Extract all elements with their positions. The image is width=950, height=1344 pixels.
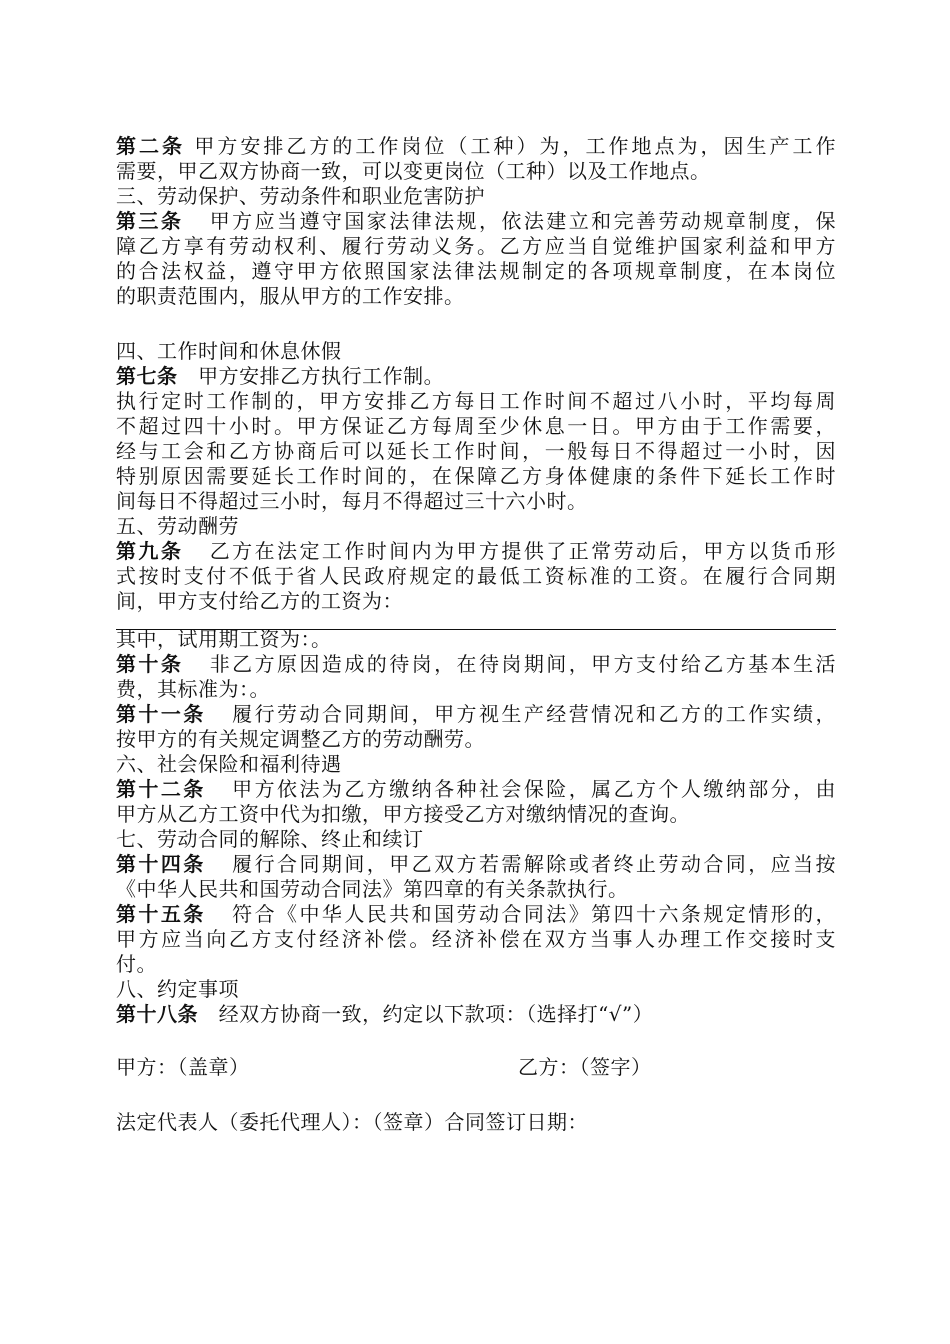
article-12-line-2: 甲方从乙方工资中代为扣缴，甲方接受乙方对缴纳情况的查询。 <box>116 802 690 826</box>
article-18-heading: 第十八条 <box>116 1002 198 1026</box>
article-3-line-3: 的合法权益，遵守甲方依照国家法律法规制定的各项规章制度，在本岗位 <box>116 259 836 283</box>
article-15-line-1: 第十五条 符合《中华人民共和国劳动合同法》第四十六条规定情形的， <box>116 902 837 926</box>
article-10-heading: 第十条 <box>116 652 184 676</box>
section-3-title: 三、劳动保护、劳动条件和职业危害防护 <box>116 184 485 208</box>
article-3-line-2: 障乙方享有劳动权利、履行劳动义务。乙方应当自觉维护国家利益和甲方 <box>116 234 836 258</box>
spacer <box>116 1080 836 1110</box>
article-14-heading: 第十四条 <box>116 852 206 876</box>
article-7-heading: 第七条 <box>116 364 178 388</box>
spacer <box>116 1027 836 1055</box>
party-b-sign: 乙方：（签字） <box>518 1055 652 1079</box>
underline-rule <box>116 629 836 630</box>
article-7-line-3: 不超过四十小时。甲方保证乙方每周至少休息一日。甲方由于工作需要， <box>116 414 836 438</box>
article-15-heading: 第十五条 <box>116 902 206 926</box>
article-7-line-6: 间每日不得超过三小时，每月不得超过三十六小时。 <box>116 489 588 513</box>
article-7-line-5: 特别原因需要延长工作时间的，在保障乙方身体健康的条件下延长工作时 <box>116 464 836 488</box>
article-11-line-1: 第十一条 履行劳动合同期间，甲方视生产经营情况和乙方的工作实绩， <box>116 702 837 726</box>
article-7-line-2: 执行定时工作制的，甲方安排乙方每日工作时间不超过八小时，平均每周 <box>116 389 836 413</box>
section-4-title: 四、工作时间和休息休假 <box>116 339 342 363</box>
legal-representative-line: 法定代表人（委托代理人）：（签章）合同签订日期： <box>116 1110 588 1134</box>
article-11-heading: 第十一条 <box>116 702 206 726</box>
section-7-title: 七、劳动合同的解除、终止和续订 <box>116 827 424 851</box>
article-3-heading: 第三条 <box>116 209 184 233</box>
article-15-line-3: 付。 <box>116 952 157 976</box>
article-18-line-1: 第十八条 经双方协商一致，约定以下款项：（选择打“√”） <box>116 1002 654 1026</box>
article-12-heading: 第十二条 <box>116 777 206 801</box>
article-9-heading: 第九条 <box>116 539 184 563</box>
article-2-line-2: 需要，甲乙双方协商一致，可以变更岗位（工种）以及工作地点。 <box>116 159 711 183</box>
section-8-title: 八、约定事项 <box>116 977 239 1001</box>
article-7-line-4: 经与工会和乙方协商后可以延长工作时间，一般每日不得超过一小时，因 <box>116 439 836 463</box>
article-14-line-2: 《中华人民共和国劳动合同法》第四章的有关条款执行。 <box>116 877 629 901</box>
article-2-heading: 第二条 <box>116 134 186 158</box>
article-3-line-4: 的职责范围内，服从甲方的工作安排。 <box>116 284 465 308</box>
article-2-line-1: 第二条 甲方安排乙方的工作岗位（工种）为，工作地点为，因生产工作 <box>116 134 837 158</box>
article-11-line-2: 按甲方的有关规定调整乙方的劳动酬劳。 <box>116 727 485 751</box>
article-10-line-2: 费，其标准为：。 <box>116 677 270 701</box>
article-9-line-1: 第九条 乙方在法定工作时间内为甲方提供了正常劳动后，甲方以货币形 <box>116 539 837 563</box>
article-12-line-1: 第十二条 甲方依法为乙方缴纳各种社会保险，属乙方个人缴纳部分，由 <box>116 777 837 801</box>
article-9-line-2: 式按时支付不低于省人民政府规定的最低工资标准的工资。在履行合同期 <box>116 564 836 588</box>
article-3-line-1: 第三条 甲方应当遵守国家法律法规，依法建立和完善劳动规章制度，保 <box>116 209 837 233</box>
article-14-line-1: 第十四条 履行合同期间，甲乙双方若需解除或者终止劳动合同，应当按 <box>116 852 837 876</box>
article-15-line-2: 甲方应当向乙方支付经济补偿。经济补偿在双方当事人办理工作交接时支 <box>116 927 836 951</box>
spacer <box>116 309 836 339</box>
section-5-title: 五、劳动酬劳 <box>116 514 239 538</box>
article-9-line-4: 其中，试用期工资为：。 <box>116 627 332 651</box>
wage-blank-line <box>116 614 836 627</box>
party-a-seal: 甲方：（盖章） <box>116 1055 250 1079</box>
signature-row <box>116 1055 836 1080</box>
section-6-title: 六、社会保险和福利待遇 <box>116 752 342 776</box>
article-9-line-3: 间，甲方支付给乙方的工资为： <box>116 589 403 613</box>
article-10-line-1: 第十条 非乙方原因造成的待岗，在待岗期间，甲方支付给乙方基本生活 <box>116 652 837 676</box>
contract-body <box>116 134 836 1135</box>
article-7-line-1: 第七条 甲方安排乙方执行工作制。 <box>116 364 445 388</box>
